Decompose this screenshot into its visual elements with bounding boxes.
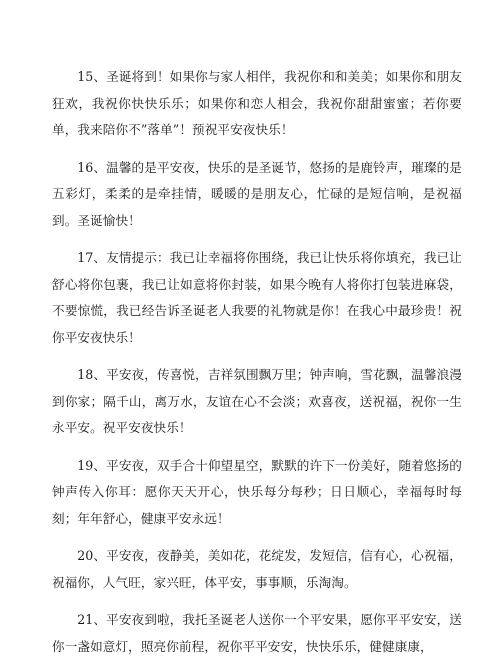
document-body bbox=[52, 64, 462, 671]
paragraph-19: 19、平安夜，双手合十仰望星空，默默的许下一份美好，随着悠扬的钟声传入你耳：愿你天天开心，快乐每分每秒；日日顺心，幸福每时每刻；年年舒心，健康平安永远！ bbox=[52, 457, 462, 526]
paragraph-15: 15、圣诞将到！如果你与家人相伴，我祝你和和美美；如果你和朋友狂欢，我祝你快快乐乐；如果你和恋人相会，我祝你甜甜蜜蜜；若你要单，我来陪你不”落单”！预祝平安夜快乐！ bbox=[52, 69, 462, 137]
paragraph-17: 17、友情提示：我已让幸福将你围绕，我已让快乐将你填充，我已让舒心将你包裹，我已让如意将你封装，如果今晚有人将你打包装进麻袋，不要惊慌，我已经告诉圣诞老人我要的礼物就是你！在我心中最珍贵！祝你平安夜快乐！ bbox=[52, 250, 462, 345]
paragraph-16: 16、温馨的是平安夜，快乐的是圣诞节，悠扬的是鹿铃声，璀璨的是五彩灯，柔柔的是牵挂情，暖暖的是朋友心，忙碌的是短信响，是祝福到。圣诞愉快！ bbox=[52, 159, 462, 228]
paragraph-20: 20、平安夜，夜静美，美如花，花绽发，发短信，信有心，心祝福，祝福你，人气旺，家兴旺，体平安，事事顺，乐淘淘。 bbox=[52, 548, 462, 590]
paragraph-18: 18、平安夜，传喜悦，吉祥氛围飘万里；钟声响，雪花飘，温馨浪漫到你家；隔千山，离万水，友谊在心不会淡；欢喜夜，送祝福，祝你一生永平安。祝平安夜快乐！ bbox=[52, 367, 462, 435]
paragraph-21: 21、平安夜到啦，我托圣诞老人送你一个平安果，愿你平平安安，送你一盏如意灯，照亮你前程，祝你平平安安，快快乐乐，健健康康， bbox=[52, 612, 462, 654]
